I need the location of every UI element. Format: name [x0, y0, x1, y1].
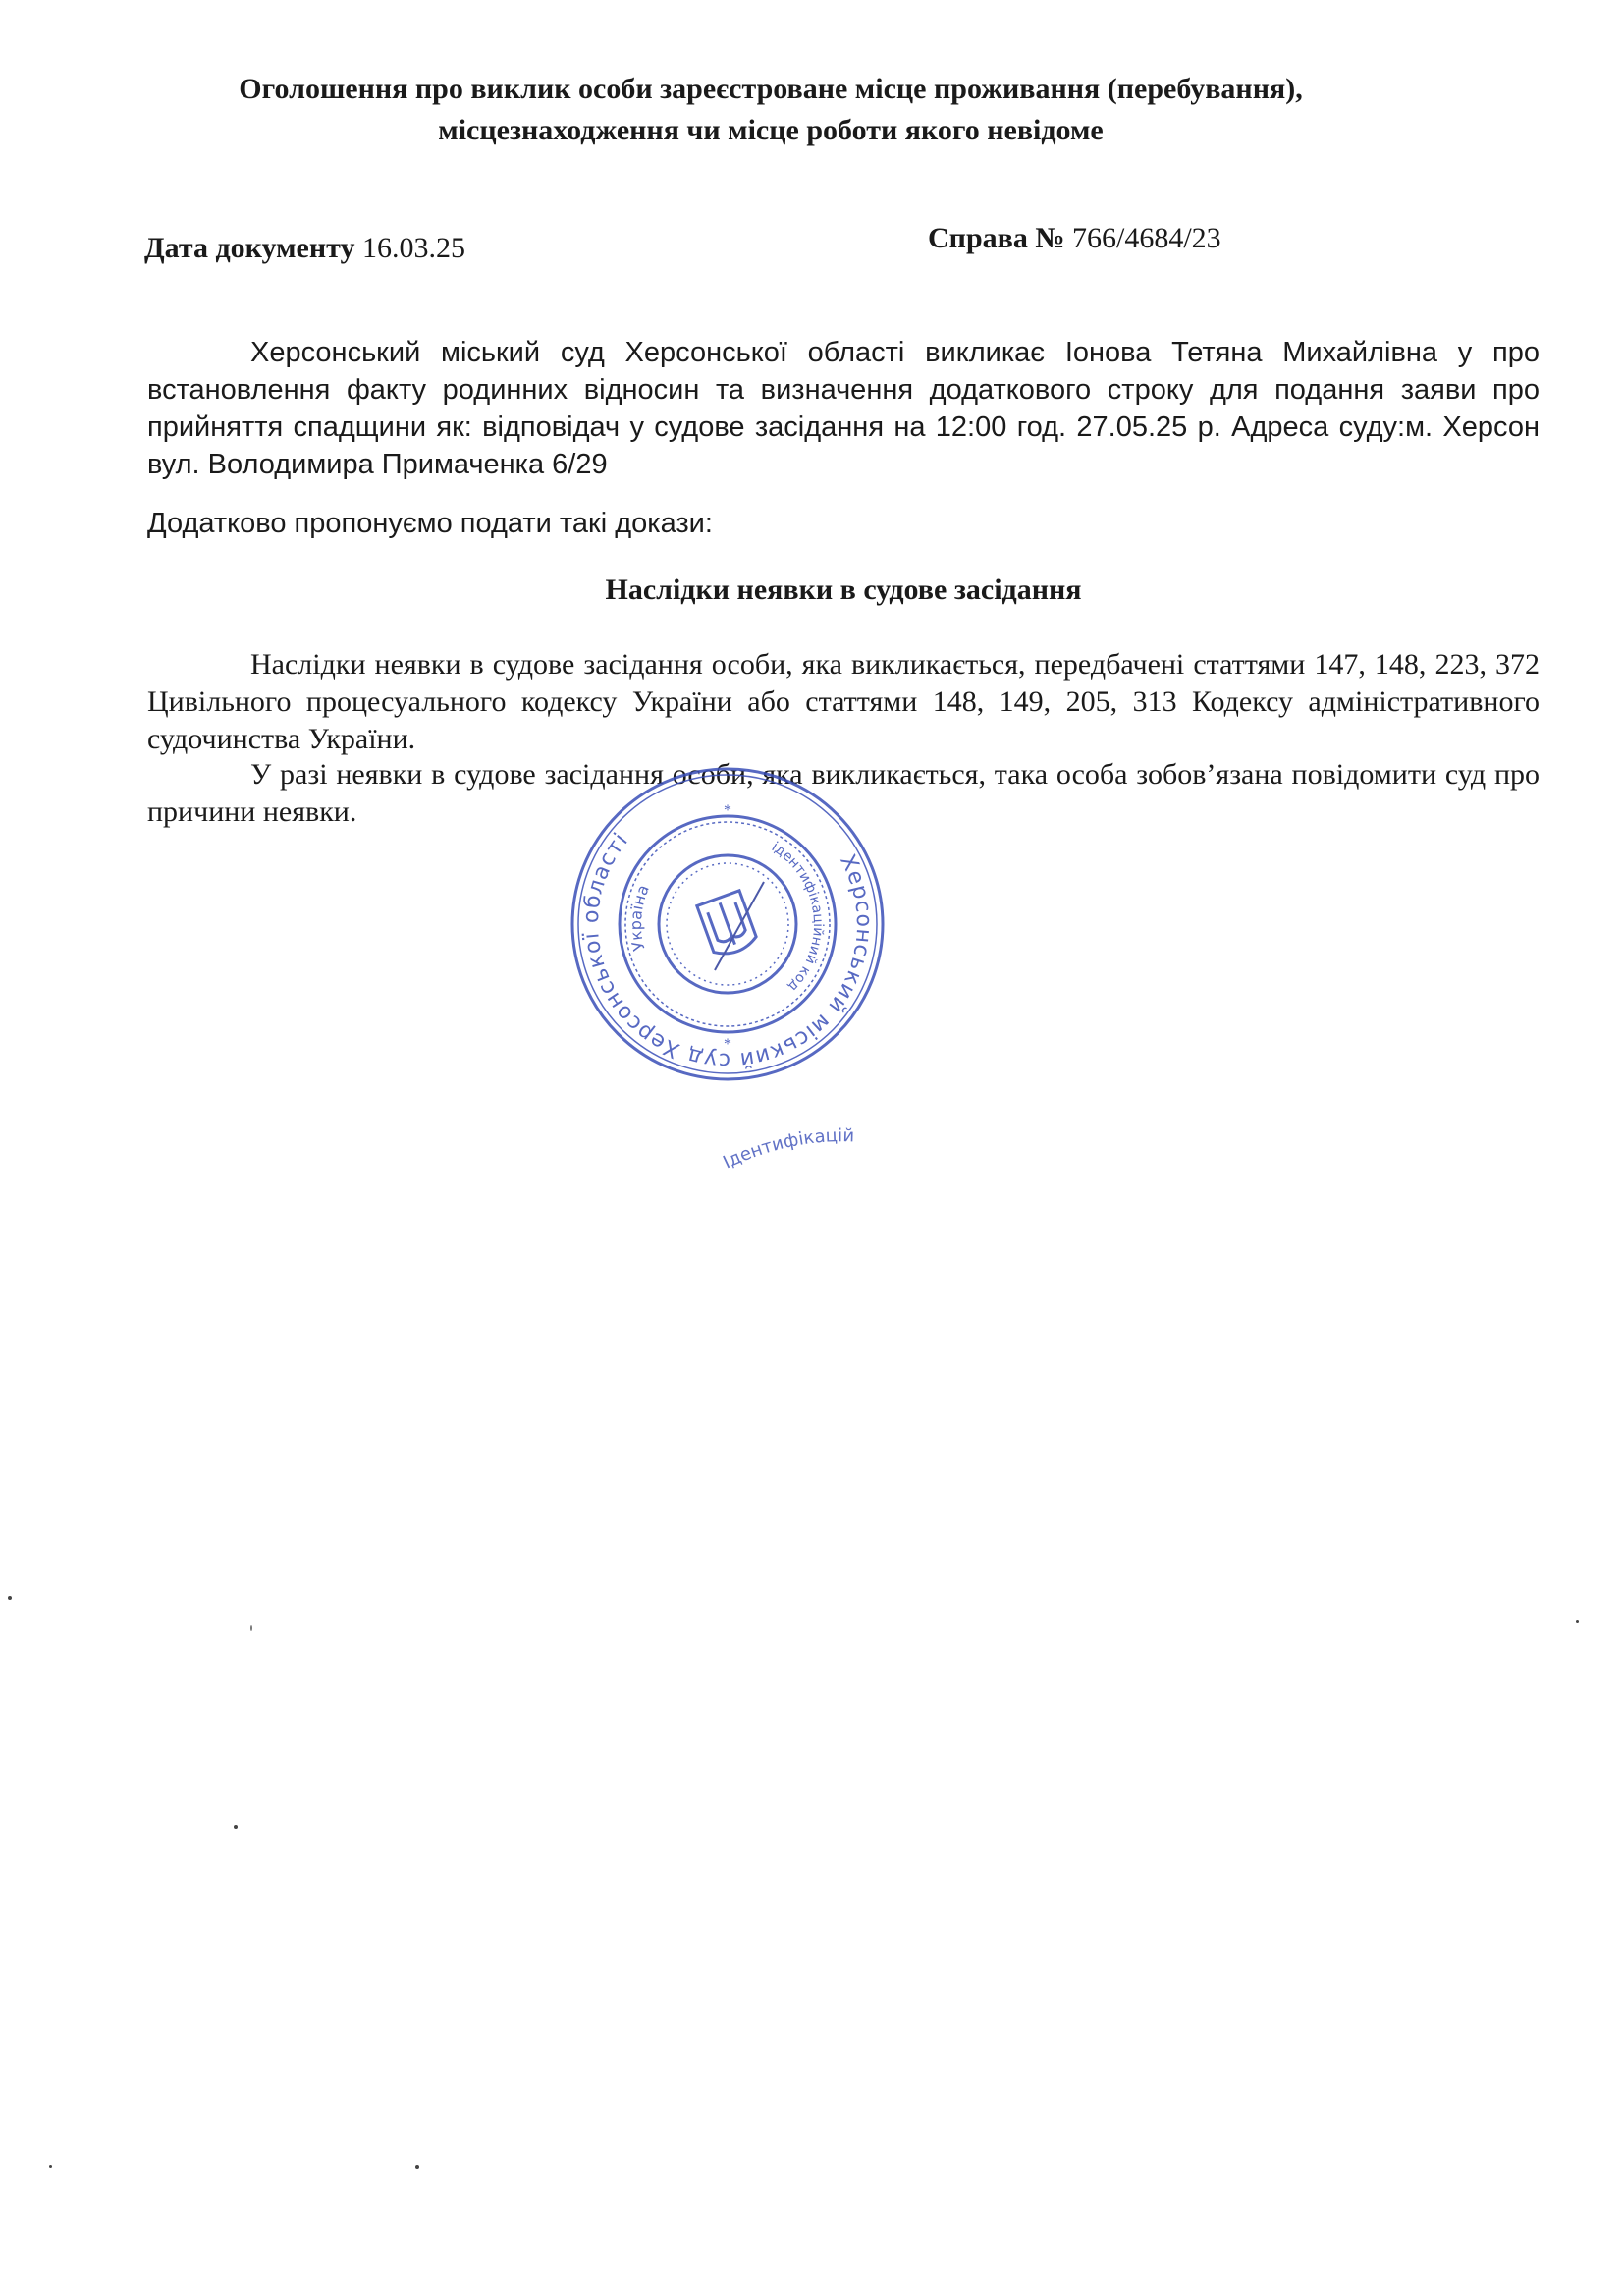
scan-speck: [1576, 1620, 1579, 1623]
seal-bottom-text: Україна: [625, 882, 653, 953]
date-label: Дата документу: [144, 232, 355, 264]
scan-speck: [415, 2165, 419, 2169]
document-title: [147, 69, 1394, 151]
secondary-stamp-fragment: [717, 1120, 943, 1178]
svg-text:Україна: [604, 880, 676, 959]
seal-inner-text: ідентифікаційний код: [768, 839, 827, 995]
case-value: 766/4684/23: [1071, 222, 1221, 254]
title-line-1: Оголошення про виклик особи зареєстроване місце проживання (перебування),: [239, 73, 1303, 105]
scan-speck: [234, 1825, 238, 1829]
notification-paragraph: У разі неявки в судове засідання особи, яка викликається, така особа зобов’язана повідомити суд про причини неявки.: [147, 758, 1540, 828]
evidence-paragraph: Додатково пропонуємо подати такі докази:: [147, 508, 713, 539]
summons-paragraph: Херсонський міський суд Херсонської області викликає Іонова Тетяна Михайлівна у про встановлення факту родинних відносин та визначення додаткового строку для подання заяви про прийняття спадщини як: відповідач у судове засідання на 12:00 год. 27.05.25 р. Адреса суду:м. Херсон вул. Володимира Примаченка 6/29: [147, 337, 1540, 480]
court-seal: [568, 764, 888, 1084]
title-line-2: місцезнаходження чи місце роботи якого невідоме: [438, 114, 1104, 146]
scan-speck: [250, 1625, 252, 1631]
consequences-heading: Наслідки неявки в судове засідання: [605, 574, 1082, 606]
date-value: 16.03.25: [361, 232, 465, 264]
svg-text:Ідентифікацій: [720, 1125, 854, 1173]
case-label: Справа №: [928, 222, 1065, 254]
seal-outer-text: Херсонський міський суд Херсонської області: [578, 828, 877, 1073]
scan-speck: [49, 2165, 52, 2168]
svg-text:*: *: [724, 1036, 731, 1053]
scan-speck: [8, 1596, 12, 1600]
fragment-text: Ідентифікацій: [720, 1125, 855, 1174]
consequences-paragraph: Наслідки неявки в судове засідання особи, яка викликається, передбачені статтями 147, 148, 223, 372 Цивільного процесуального кодексу України або статтями 148, 149, 205, 313 Кодексу адміністративного судочинства України.: [147, 648, 1540, 755]
document-date: [144, 232, 465, 265]
case-number: [928, 222, 1221, 255]
svg-text:*: *: [724, 802, 731, 819]
